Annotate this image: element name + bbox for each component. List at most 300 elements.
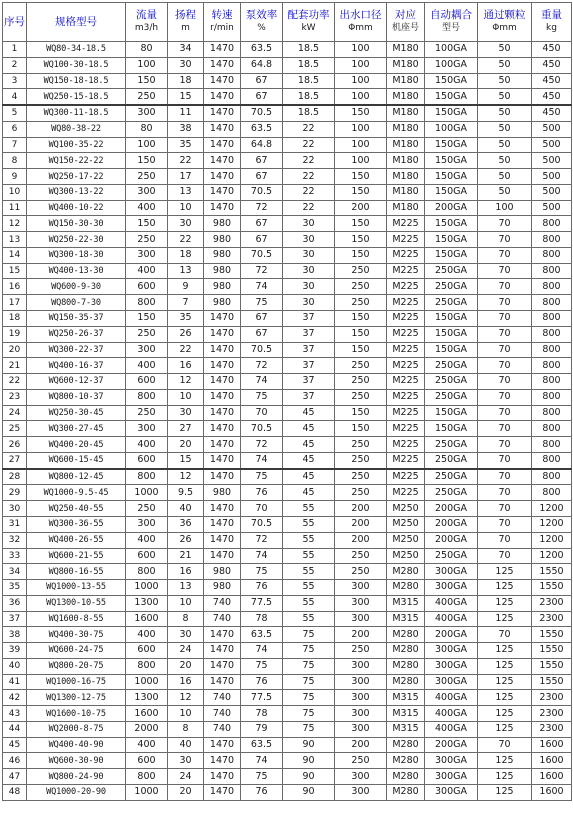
row-number-cell: 11 <box>3 200 27 216</box>
table-row <box>3 295 572 311</box>
table-cell: 250GA <box>425 485 478 501</box>
table-cell: 250 <box>335 753 387 769</box>
table-cell: 1470 <box>204 184 241 200</box>
table-cell: 250GA <box>425 469 478 485</box>
table-row <box>3 121 572 137</box>
model-cell: WQ800-10-37 <box>27 389 126 405</box>
row-number-cell: 17 <box>3 295 27 311</box>
table-cell: 1470 <box>204 326 241 342</box>
table-cell: 200 <box>335 627 387 643</box>
table-cell: 70.5 <box>241 247 283 263</box>
row-number-cell: 22 <box>3 374 27 390</box>
table-cell: 125 <box>478 674 532 690</box>
model-cell: WQ300-36-55 <box>27 516 126 532</box>
table-cell: 22 <box>283 153 335 169</box>
table-cell: 100 <box>335 121 387 137</box>
table-cell: 200GA <box>425 200 478 216</box>
table-cell: 1470 <box>204 342 241 358</box>
row-number-cell: 13 <box>3 232 27 248</box>
table-cell: 250GA <box>425 279 478 295</box>
row-number-cell: 36 <box>3 595 27 611</box>
table-cell: 100 <box>335 153 387 169</box>
table-cell: 34 <box>168 42 204 58</box>
table-cell: 500 <box>532 184 572 200</box>
table-cell: 17 <box>168 169 204 185</box>
table-cell: 1470 <box>204 374 241 390</box>
table-cell: 70.5 <box>241 421 283 437</box>
row-number-cell: 24 <box>3 405 27 421</box>
column-header <box>532 3 572 42</box>
table-cell: 600 <box>126 753 168 769</box>
table-row <box>3 580 572 596</box>
table-cell: M315 <box>387 611 425 627</box>
table-row <box>3 627 572 643</box>
table-cell: 250 <box>126 405 168 421</box>
table-cell: 70 <box>478 437 532 453</box>
table-cell: 70 <box>478 737 532 753</box>
model-cell: WQ1600-10-75 <box>27 706 126 722</box>
table-cell: 400GA <box>425 611 478 627</box>
row-number-cell: 14 <box>3 247 27 263</box>
table-cell: 76 <box>241 580 283 596</box>
table-cell: 79 <box>241 721 283 737</box>
table-cell: 7 <box>168 295 204 311</box>
table-cell: 250 <box>335 452 387 468</box>
table-cell: 300 <box>335 706 387 722</box>
model-cell: WQ600-21-55 <box>27 548 126 564</box>
table-cell: 1200 <box>532 532 572 548</box>
row-number-cell: 19 <box>3 326 27 342</box>
table-row <box>3 753 572 769</box>
table-cell: 70 <box>478 358 532 374</box>
table-cell: 75 <box>283 674 335 690</box>
row-number-cell: 15 <box>3 263 27 279</box>
table-cell: 1470 <box>204 153 241 169</box>
table-cell: M225 <box>387 358 425 374</box>
model-cell: WQ1300-10-55 <box>27 595 126 611</box>
table-cell: 37 <box>283 326 335 342</box>
table-cell: 77.5 <box>241 595 283 611</box>
table-cell: 50 <box>478 105 532 121</box>
table-cell: 250 <box>335 263 387 279</box>
table-cell: 250 <box>126 232 168 248</box>
table-cell: 1470 <box>204 532 241 548</box>
table-cell: 55 <box>283 501 335 517</box>
table-cell: 35 <box>168 137 204 153</box>
table-cell: 300 <box>126 342 168 358</box>
table-cell: 150 <box>335 326 387 342</box>
table-cell: 1470 <box>204 501 241 517</box>
table-cell: 55 <box>283 532 335 548</box>
model-cell: WQ300-22-37 <box>27 342 126 358</box>
column-header <box>425 3 478 42</box>
table-cell: 300 <box>335 769 387 785</box>
table-body <box>3 42 572 801</box>
table-cell: 1600 <box>532 753 572 769</box>
table-row <box>3 437 572 453</box>
table-cell: 50 <box>478 89 532 105</box>
table-row <box>3 516 572 532</box>
column-header-label: 对应 <box>395 9 416 21</box>
table-cell: 2300 <box>532 690 572 706</box>
table-cell: 1470 <box>204 452 241 468</box>
model-cell: WQ250-40-55 <box>27 501 126 517</box>
table-cell: M180 <box>387 121 425 137</box>
table-cell: 50 <box>478 121 532 137</box>
table-cell: 300 <box>126 105 168 121</box>
table-cell: M225 <box>387 232 425 248</box>
table-cell: 400 <box>126 437 168 453</box>
table-cell: 1200 <box>532 516 572 532</box>
table-cell: 37 <box>283 389 335 405</box>
table-cell: 150GA <box>425 73 478 89</box>
table-cell: 1550 <box>532 564 572 580</box>
table-cell: 70 <box>478 501 532 517</box>
row-number-cell: 38 <box>3 627 27 643</box>
column-header-unit: kW <box>301 23 316 33</box>
table-cell: 1470 <box>204 437 241 453</box>
table-cell: 18.5 <box>283 42 335 58</box>
table-cell: M225 <box>387 279 425 295</box>
model-cell: WQ150-30-30 <box>27 216 126 232</box>
table-cell: 22 <box>283 121 335 137</box>
row-number-cell: 32 <box>3 532 27 548</box>
table-cell: M225 <box>387 389 425 405</box>
column-header-label: 序号 <box>4 15 25 28</box>
table-cell: 18.5 <box>283 57 335 73</box>
table-cell: 50 <box>478 137 532 153</box>
table-cell: 1470 <box>204 627 241 643</box>
model-cell: WQ1000-16-75 <box>27 674 126 690</box>
table-cell: 100 <box>335 42 387 58</box>
model-cell: WQ400-10-22 <box>27 200 126 216</box>
row-number-cell: 7 <box>3 137 27 153</box>
column-header <box>168 3 204 42</box>
table-cell: 37 <box>283 358 335 374</box>
table-cell: M180 <box>387 89 425 105</box>
table-cell: 400 <box>126 627 168 643</box>
table-cell: 27 <box>168 421 204 437</box>
table-cell: 1600 <box>532 737 572 753</box>
table-cell: 980 <box>204 232 241 248</box>
table-cell: 600 <box>126 374 168 390</box>
table-cell: 26 <box>168 326 204 342</box>
table-cell: M250 <box>387 501 425 517</box>
table-cell: 80 <box>126 42 168 58</box>
column-header <box>387 3 425 42</box>
table-cell: 55 <box>283 548 335 564</box>
table-cell: 1470 <box>204 753 241 769</box>
table-cell: 72 <box>241 200 283 216</box>
row-number-cell: 41 <box>3 674 27 690</box>
table-cell: 150 <box>335 421 387 437</box>
table-cell: 67 <box>241 169 283 185</box>
table-cell: M225 <box>387 452 425 468</box>
table-cell: M280 <box>387 753 425 769</box>
row-number-cell: 18 <box>3 311 27 327</box>
table-cell: 37 <box>283 374 335 390</box>
table-row <box>3 769 572 785</box>
table-cell: 74 <box>241 374 283 390</box>
table-cell: 12 <box>168 374 204 390</box>
table-cell: 10 <box>168 200 204 216</box>
table-cell: 800 <box>126 658 168 674</box>
table-cell: 125 <box>478 564 532 580</box>
table-cell: 75 <box>241 564 283 580</box>
row-number-cell: 6 <box>3 121 27 137</box>
table-cell: 2000 <box>126 721 168 737</box>
table-cell: 70 <box>478 311 532 327</box>
table-cell: 450 <box>532 73 572 89</box>
pump-spec-table <box>2 2 572 801</box>
table-cell: 70 <box>478 247 532 263</box>
row-number-cell: 1 <box>3 42 27 58</box>
table-row <box>3 216 572 232</box>
table-cell: 450 <box>532 89 572 105</box>
table-cell: 67 <box>241 216 283 232</box>
table-row <box>3 548 572 564</box>
table-cell: 45 <box>283 452 335 468</box>
table-cell: 400GA <box>425 706 478 722</box>
table-cell: 125 <box>478 706 532 722</box>
table-row <box>3 421 572 437</box>
table-cell: 75 <box>283 721 335 737</box>
table-cell: 8 <box>168 721 204 737</box>
table-cell: 740 <box>204 611 241 627</box>
model-cell: WQ300-11-18.5 <box>27 105 126 121</box>
table-cell: 100GA <box>425 121 478 137</box>
table-cell: 70 <box>478 216 532 232</box>
table-cell: 800 <box>126 769 168 785</box>
table-cell: 300 <box>335 611 387 627</box>
table-cell: 125 <box>478 690 532 706</box>
table-cell: M180 <box>387 169 425 185</box>
row-number-cell: 33 <box>3 548 27 564</box>
table-cell: 1470 <box>204 311 241 327</box>
model-cell: WQ100-30-18.5 <box>27 57 126 73</box>
row-number-cell: 23 <box>3 389 27 405</box>
table-row <box>3 374 572 390</box>
table-cell: 90 <box>283 737 335 753</box>
table-cell: M250 <box>387 532 425 548</box>
table-cell: 200GA <box>425 501 478 517</box>
table-row <box>3 200 572 216</box>
table-cell: 20 <box>168 784 204 800</box>
table-cell: 1000 <box>126 485 168 501</box>
table-row <box>3 89 572 105</box>
table-cell: 150 <box>335 342 387 358</box>
model-cell: WQ400-16-37 <box>27 358 126 374</box>
table-cell: M225 <box>387 374 425 390</box>
table-cell: 50 <box>478 57 532 73</box>
table-cell: 150 <box>335 105 387 121</box>
table-cell: 500 <box>532 153 572 169</box>
table-cell: 300 <box>335 658 387 674</box>
table-cell: 55 <box>283 516 335 532</box>
model-cell: WQ400-26-55 <box>27 532 126 548</box>
table-cell: 64.8 <box>241 57 283 73</box>
table-cell: 70.5 <box>241 105 283 121</box>
table-cell: 800 <box>532 358 572 374</box>
column-header <box>204 3 241 42</box>
table-cell: 150GA <box>425 89 478 105</box>
table-cell: 40 <box>168 501 204 517</box>
table-cell: 70 <box>478 627 532 643</box>
table-cell: 250 <box>335 389 387 405</box>
model-cell: WQ80-34-18.5 <box>27 42 126 58</box>
table-row <box>3 184 572 200</box>
table-cell: 70 <box>478 295 532 311</box>
table-cell: 72 <box>241 263 283 279</box>
table-cell: 250 <box>126 169 168 185</box>
table-cell: 250GA <box>425 548 478 564</box>
column-header <box>241 3 283 42</box>
column-header-label: 出水口径 <box>339 9 382 21</box>
column-header-label: 转速 <box>211 9 233 21</box>
table-cell: 1470 <box>204 769 241 785</box>
table-cell: 250GA <box>425 263 478 279</box>
table-cell: 1470 <box>204 137 241 153</box>
table-row <box>3 643 572 659</box>
table-cell: 75 <box>283 658 335 674</box>
table-cell: 1550 <box>532 643 572 659</box>
table-cell: M225 <box>387 326 425 342</box>
table-cell: 400 <box>126 200 168 216</box>
table-cell: 125 <box>478 753 532 769</box>
column-header-unit: Φmm <box>492 23 517 33</box>
model-cell: WQ600-9-30 <box>27 279 126 295</box>
table-cell: 70 <box>478 421 532 437</box>
table-row <box>3 658 572 674</box>
table-cell: 800 <box>532 326 572 342</box>
table-cell: M180 <box>387 73 425 89</box>
table-cell: 300GA <box>425 564 478 580</box>
table-cell: 10 <box>168 389 204 405</box>
table-cell: 1470 <box>204 105 241 121</box>
model-cell: WQ400-30-75 <box>27 627 126 643</box>
table-cell: M225 <box>387 405 425 421</box>
table-cell: 70 <box>478 452 532 468</box>
table-row <box>3 137 572 153</box>
table-cell: 980 <box>204 295 241 311</box>
table-cell: 250 <box>335 295 387 311</box>
column-header-unit: 型号 <box>441 23 460 33</box>
column-header-unit: r/min <box>210 23 234 33</box>
table-cell: 18 <box>168 247 204 263</box>
row-number-cell: 10 <box>3 184 27 200</box>
table-cell: 2300 <box>532 595 572 611</box>
table-cell: 21 <box>168 548 204 564</box>
table-cell: 100 <box>126 57 168 73</box>
table-cell: 300 <box>335 595 387 611</box>
table-cell: 30 <box>283 232 335 248</box>
table-cell: 300GA <box>425 658 478 674</box>
table-cell: 600 <box>126 279 168 295</box>
table-cell: 150GA <box>425 169 478 185</box>
table-cell: 300 <box>126 184 168 200</box>
table-cell: 45 <box>283 437 335 453</box>
model-cell: WQ600-12-37 <box>27 374 126 390</box>
table-cell: 2300 <box>532 721 572 737</box>
table-cell: 250 <box>335 643 387 659</box>
table-cell: 125 <box>478 784 532 800</box>
table-cell: 400 <box>126 263 168 279</box>
table-cell: 70 <box>478 548 532 564</box>
table-cell: 74 <box>241 753 283 769</box>
table-cell: 150 <box>335 311 387 327</box>
table-cell: 100 <box>335 57 387 73</box>
table-cell: 150 <box>126 73 168 89</box>
table-cell: 35 <box>168 311 204 327</box>
table-cell: 800 <box>532 216 572 232</box>
model-cell: WQ400-40-90 <box>27 737 126 753</box>
table-cell: 740 <box>204 690 241 706</box>
model-cell: WQ800-24-90 <box>27 769 126 785</box>
table-cell: 70 <box>478 374 532 390</box>
row-number-cell: 21 <box>3 358 27 374</box>
table-cell: 740 <box>204 721 241 737</box>
table-row <box>3 311 572 327</box>
model-cell: WQ300-18-30 <box>27 247 126 263</box>
table-cell: 150 <box>126 153 168 169</box>
table-cell: 64.8 <box>241 137 283 153</box>
table-cell: 80 <box>126 121 168 137</box>
table-cell: 250GA <box>425 452 478 468</box>
table-row <box>3 611 572 627</box>
table-cell: 150GA <box>425 421 478 437</box>
column-header-label: 通过颗粒 <box>483 9 526 21</box>
column-header-unit: m3/h <box>134 23 159 33</box>
table-row <box>3 405 572 421</box>
table-cell: 150GA <box>425 153 478 169</box>
table-cell: 150 <box>126 311 168 327</box>
table-cell: 150GA <box>425 137 478 153</box>
table-cell: 1000 <box>126 784 168 800</box>
table-cell: 250 <box>335 469 387 485</box>
table-row <box>3 595 572 611</box>
table-cell: 250 <box>335 374 387 390</box>
table-cell: 1600 <box>532 769 572 785</box>
table-cell: 150 <box>126 216 168 232</box>
table-cell: 9.5 <box>168 485 204 501</box>
table-cell: M280 <box>387 643 425 659</box>
table-cell: 100 <box>335 89 387 105</box>
column-header <box>283 3 335 42</box>
row-number-cell: 25 <box>3 421 27 437</box>
row-number-cell: 40 <box>3 658 27 674</box>
table-cell: M280 <box>387 580 425 596</box>
table-cell: 125 <box>478 580 532 596</box>
table-row <box>3 153 572 169</box>
table-cell: 24 <box>168 643 204 659</box>
table-cell: 70.5 <box>241 342 283 358</box>
table-cell: 150 <box>335 232 387 248</box>
table-cell: 100GA <box>425 57 478 73</box>
table-cell: 16 <box>168 358 204 374</box>
model-cell: WQ250-15-18.5 <box>27 89 126 105</box>
column-header-unit: % <box>257 23 266 33</box>
table-cell: 70 <box>478 326 532 342</box>
table-cell: 45 <box>283 485 335 501</box>
table-cell: 63.5 <box>241 737 283 753</box>
table-cell: 10 <box>168 595 204 611</box>
table-cell: M180 <box>387 184 425 200</box>
table-cell: 45 <box>283 405 335 421</box>
table-cell: 980 <box>204 279 241 295</box>
table-cell: 75 <box>283 627 335 643</box>
table-cell: 76 <box>241 485 283 501</box>
model-cell: WQ600-24-75 <box>27 643 126 659</box>
